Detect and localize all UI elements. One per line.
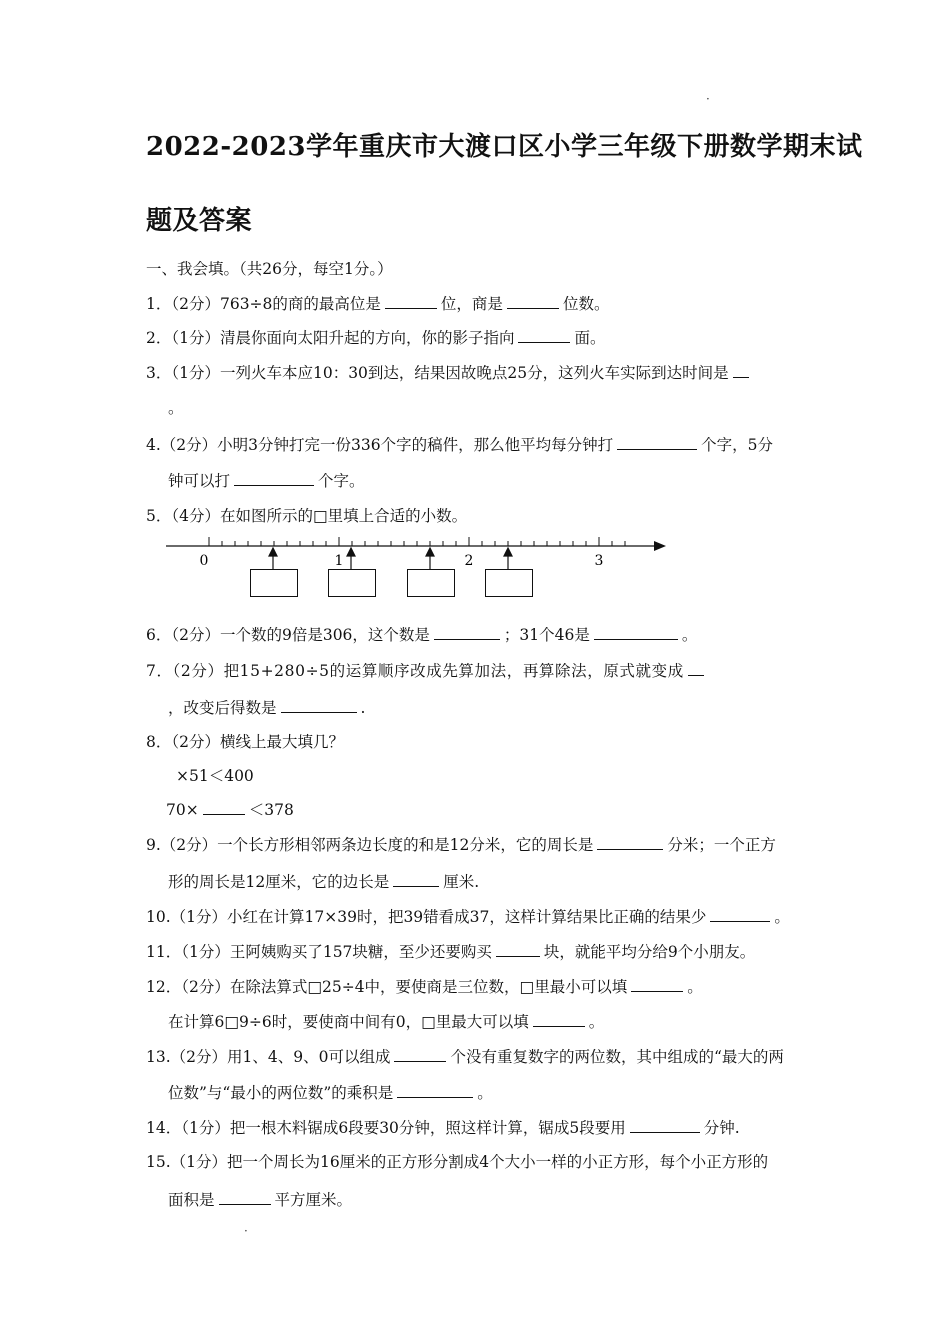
number-line-ticks — [209, 537, 625, 546]
question-6: 6．（2分）一个数的9倍是306，这个数是 ；31个46是 。 — [146, 623, 697, 646]
arrowhead-3 — [426, 548, 434, 556]
number-line-arrowhead — [654, 541, 666, 551]
answer-box-3[interactable] — [407, 569, 455, 597]
dot-mark-top: · — [706, 92, 710, 106]
section-heading: 一、我会填。（共26分，每空1分。） — [146, 260, 393, 278]
arrowhead-1 — [269, 548, 277, 556]
question-9: 9.（2分）一个长方形相邻两条边长度的和是12分米，它的周长是 分米；一个正方 — [146, 833, 776, 856]
question-5: 5．（4分）在如图所示的□里填上合适的小数。 — [146, 507, 468, 525]
tick-label-3: 3 — [594, 553, 604, 569]
title-line-1: 2022-2023学年重庆市大渡口区小学三年级下册数学期末试 — [146, 132, 863, 162]
question-11: 11．（1分）王阿姨购买了157块糖，至少还要购买 块，就能平均分给9个小朋友。 — [146, 940, 755, 963]
question-3: 3．（1分）一列火车本应10：30到达，结果因故晚点25分，这列火车实际到达时间是 — [146, 361, 753, 384]
tick-label-2: 2 — [464, 553, 474, 569]
tick-label-1: 1 — [334, 553, 344, 569]
question-13: 13.（2分）用1、4、9、0可以组成 个没有重复数字的两位数，其中组成的“最大的两 — [146, 1045, 784, 1068]
question-15-cont: 面积是 平方厘米。 — [168, 1188, 352, 1211]
arrowhead-4 — [504, 548, 512, 556]
question-14: 14．（1分）把一根木料锯成6段要30分钟，照这样计算，锯成5段要用 分钟. — [146, 1116, 740, 1139]
arrowhead-2 — [347, 548, 355, 556]
question-7: 7．（2分）把15+280÷5的运算顺序改成先算加法，再算除法，原式就变成 — [146, 659, 708, 682]
question-7-cont: ，改变后得数是 . — [168, 696, 365, 719]
question-2: 2．（1分）清晨你面向太阳升起的方向，你的影子指向 面。 — [146, 326, 606, 349]
answer-box-2[interactable] — [328, 569, 376, 597]
question-10: 10.（1分）小红在计算17×39时，把39错看成37，这样计算结果比正确的结果少 。 — [146, 905, 790, 928]
question-3-cont: 。 — [168, 399, 184, 417]
question-1: 1．（2分）763÷8的商的最高位是 位，商是 位数。 — [146, 292, 609, 315]
question-12-cont: 在计算6□9÷6时，要使商中间有0，□里最大可以填 。 — [168, 1010, 604, 1033]
question-15: 15.（1分）把一个周长为16厘米的正方形分割成4个大小一样的小正方形，每个小正方形的 — [146, 1153, 769, 1171]
question-12: 12．（2分）在除法算式□25÷4中，要使商是三位数，□里最小可以填 。 — [146, 975, 703, 998]
answer-box-1[interactable] — [250, 569, 298, 597]
question-8-line-1: ×51＜400 — [176, 767, 254, 785]
answer-box-4[interactable] — [485, 569, 533, 597]
question-4: 4.（2分）小明3分钟打完一份336个字的稿件，那么他平均每分钟打 个字，5分 — [146, 433, 773, 456]
question-4-cont: 钟可以打 个字。 — [168, 469, 365, 492]
tick-label-0: 0 — [199, 553, 209, 569]
question-9-cont: 形的周长是12厘米，它的边长是 厘米. — [168, 870, 479, 893]
question-8-line-2: 70× ＜378 — [166, 798, 294, 821]
dot-mark-bottom: · — [244, 1224, 248, 1238]
question-13-cont: 位数”与“最小的两位数”的乘积是 。 — [168, 1081, 493, 1104]
question-8: 8．（2分）横线上最大填几？ — [146, 733, 344, 751]
title-line-2: 题及答案 — [146, 206, 253, 236]
